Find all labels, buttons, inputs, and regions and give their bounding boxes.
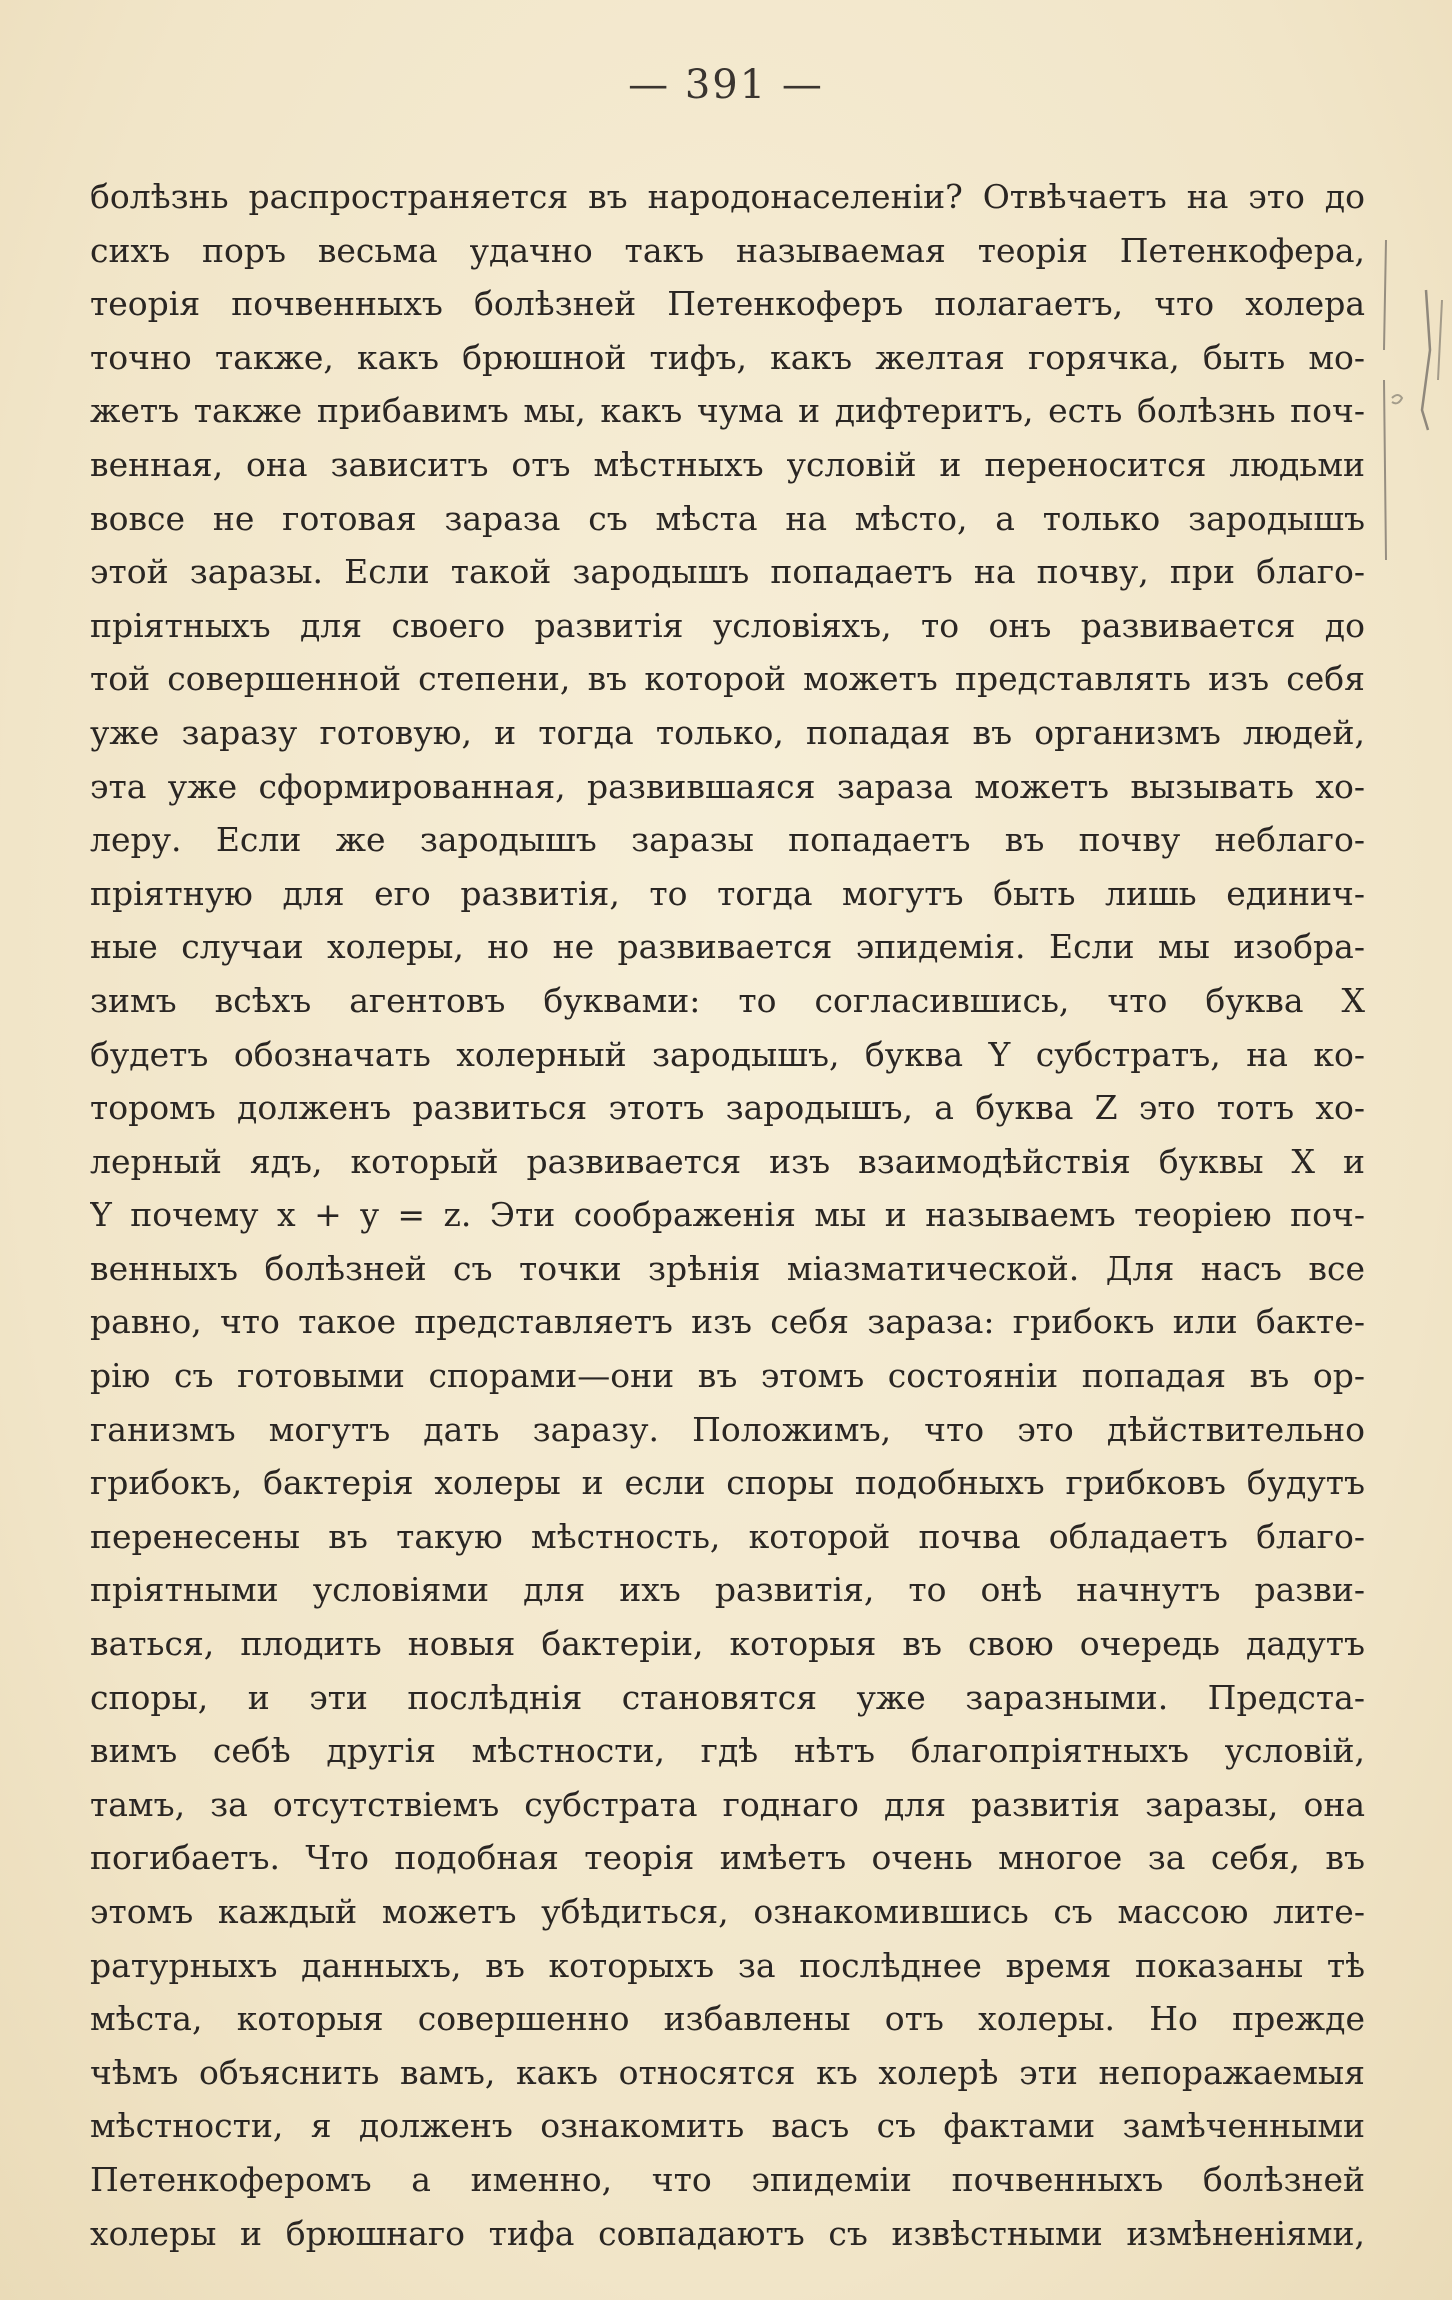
text-line: пріятную для его развитія, то тогда могутъ быть лишь единич- [90, 873, 1365, 913]
text-line: венныхъ болѣзней съ точки зрѣнія міазматической. Для насъ все [90, 1248, 1365, 1288]
text-line: леру. Если же зародышъ заразы попадаетъ въ почву неблаго- [90, 820, 1365, 860]
text-line: теорія почвенныхъ болѣзней Петенкоферъ полагаетъ, что холера [90, 284, 1365, 324]
text-line: эта уже сформированная, развившаяся зараза можетъ вызывать хо- [90, 766, 1365, 806]
text-line: Петенкоферомъ а именно, что эпидеміи почвенныхъ болѣзней [90, 2159, 1365, 2199]
text-line: рію съ готовыми спорами—они въ этомъ состояніи попадая въ ор- [90, 1356, 1365, 1396]
text-line: равно, что такое представляетъ изъ себя зараза: грибокъ или бакте- [90, 1302, 1365, 1342]
text-line: чѣмъ объяснить вамъ, какъ относятся къ холерѣ эти непоражаемыя [90, 2052, 1365, 2092]
text-line: торомъ долженъ развиться этотъ зародышъ, а буква Z это тотъ хо- [90, 1088, 1365, 1128]
text-line: пріятными условіями для ихъ развитія, то онѣ начнутъ разви- [90, 1570, 1365, 1610]
text-line: ваться, плодить новыя бактеріи, которыя въ свою очередь дадутъ [90, 1624, 1365, 1664]
text-line: мѣста, которыя совершенно избавлены отъ холеры. Но прежде [90, 1999, 1365, 2039]
text-line: вимъ себѣ другія мѣстности, гдѣ нѣтъ благопріятныхъ условій, [90, 1731, 1365, 1771]
text-line: ратурныхъ данныхъ, въ которыхъ за послѣднее время показаны тѣ [90, 1945, 1365, 1985]
text-line: споры, и эти послѣднія становятся уже заразными. Предста- [90, 1677, 1365, 1717]
body-text [90, 170, 1365, 2260]
page-number: — 391 — [628, 62, 824, 108]
text-line: мѣстности, я долженъ ознакомить васъ съ фактами замѣченными [90, 2106, 1365, 2146]
text-line: тамъ, за отсутствіемъ субстрата годнаго для развитія заразы, она [90, 1784, 1365, 1824]
text-line: зимъ всѣхъ агентовъ буквами: то согласившись, что буква X [90, 980, 1365, 1020]
text-line: пріятныхъ для своего развитія условіяхъ, то онъ развивается до [90, 605, 1365, 645]
text-line: ганизмъ могутъ дать заразу. Положимъ, что это дѣйствительно [90, 1409, 1365, 1449]
text-line: Y почему x + y = z. Эти соображенія мы и называемъ теоріею поч- [90, 1195, 1365, 1235]
text-line: венная, она зависитъ отъ мѣстныхъ условій и переносится людьми [90, 444, 1365, 484]
text-line: грибокъ, бактерія холеры и если споры подобныхъ грибковъ будутъ [90, 1463, 1365, 1503]
text-line: будетъ обозначать холерный зародышъ, буква Y субстратъ, на ко- [90, 1034, 1365, 1074]
text-line: этой заразы. Если такой зародышъ попадаетъ на почву, при благо- [90, 552, 1365, 592]
pencil-bracket-icon [1378, 230, 1448, 570]
text-line: этомъ каждый можетъ убѣдиться, ознакомившись съ массою лите- [90, 1892, 1365, 1931]
text-line: жетъ также прибавимъ мы, какъ чума и дифтеритъ, есть болѣзнь поч- [90, 391, 1365, 431]
text-line: ные случаи холеры, но не развивается эпидемія. Если мы изобра- [90, 927, 1365, 967]
text-line: уже заразу готовую, и тогда только, попадая въ организмъ людей, [90, 712, 1365, 752]
text-line: болѣзнь распространяется въ народонаселеніи? Отвѣчаетъ на это до [90, 177, 1365, 216]
text-line: перенесены въ такую мѣстность, которой почва обладаетъ благо- [90, 1516, 1365, 1556]
pencil-margin-mark [1378, 230, 1448, 570]
text-line: той совершенной степени, въ которой можетъ представлять изъ себя [90, 659, 1365, 699]
text-line: лерный ядъ, который развивается изъ взаимодѣйствія буквы X и [90, 1141, 1365, 1181]
text-line: холеры и брюшнаго тифа совпадаютъ съ извѣстными измѣненіями, [90, 2213, 1365, 2253]
text-line: сихъ поръ весьма удачно такъ называемая теорія Петенкофера, [90, 230, 1365, 270]
text-line: погибаетъ. Что подобная теорія имѣетъ очень многое за себя, въ [90, 1838, 1365, 1878]
text-line: точно также, какъ брюшной тифъ, какъ желтая горячка, быть мо- [90, 337, 1365, 377]
text-line: вовсе не готовая зараза съ мѣста на мѣсто, а только зародышъ [90, 498, 1365, 538]
